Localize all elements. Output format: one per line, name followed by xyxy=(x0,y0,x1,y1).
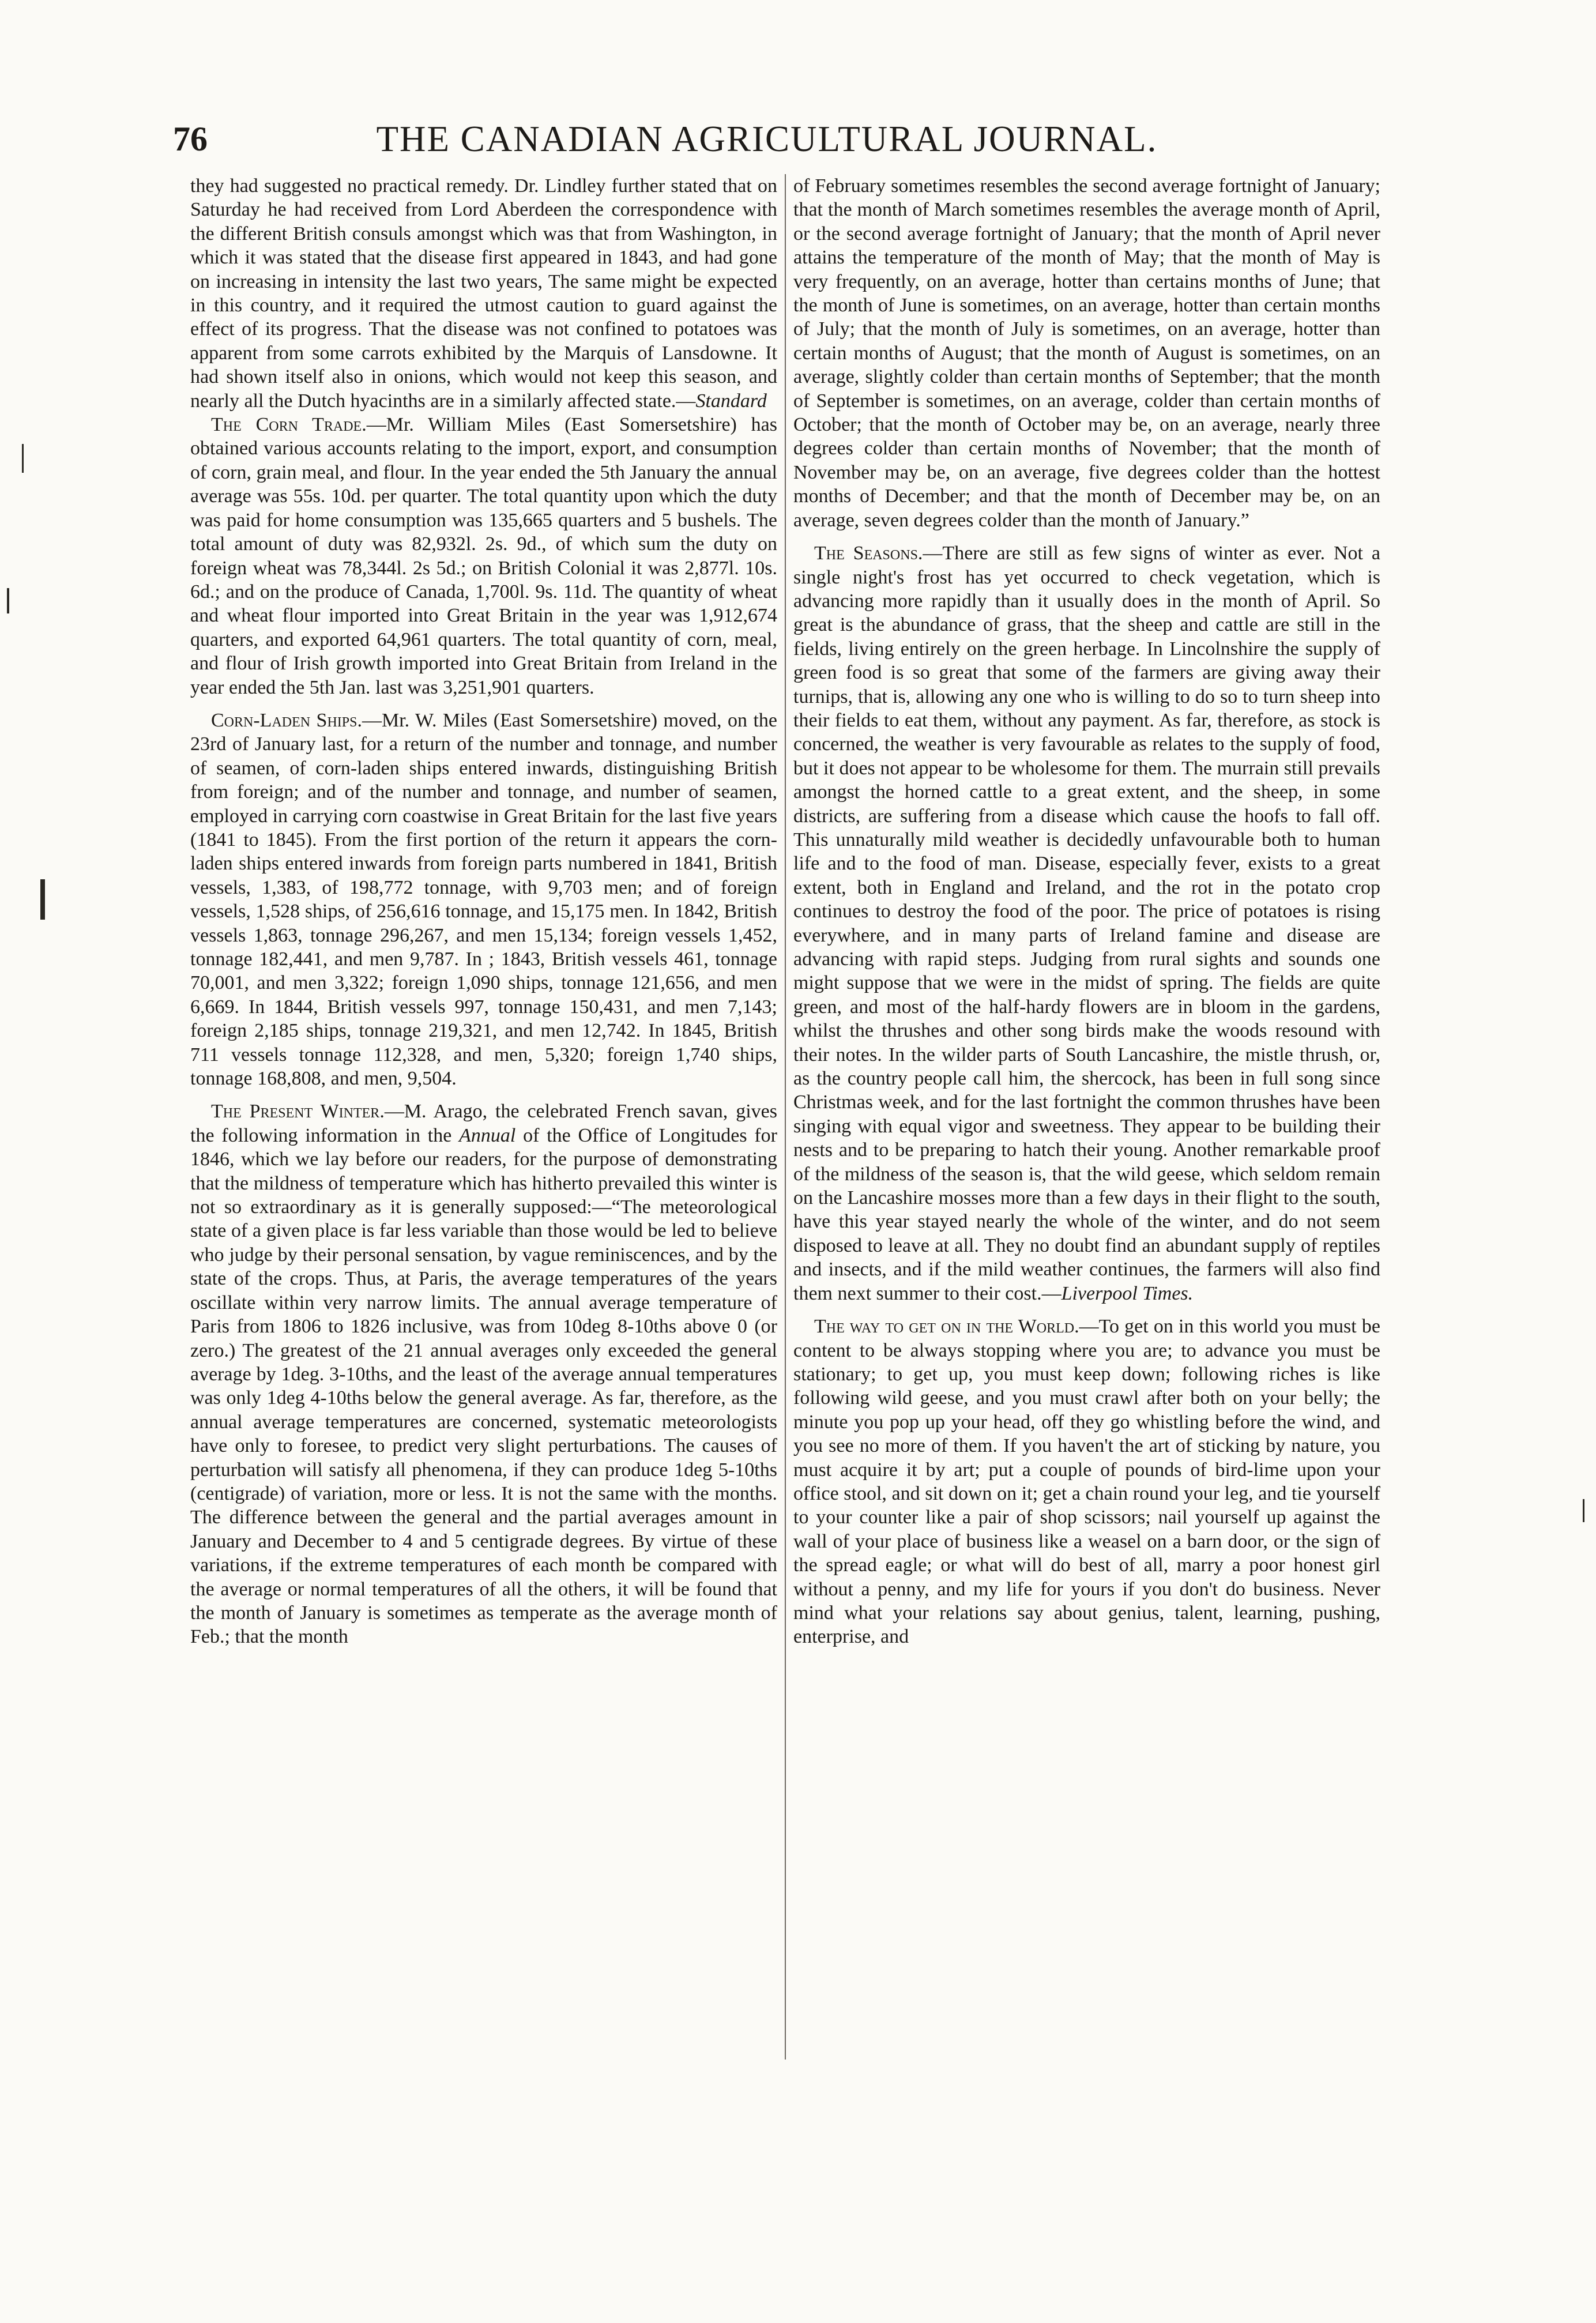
article-text: —There are still as few signs of winter as ever. Not a single night's frost has yet occurred to check vegetation, which is advancing more rapidly than it usually does in the month of April. So great is the abundance of grass, that the sheep and cattle are still in the fields, living entirely on the green herbage. In Lincolnshire the supply of green food is so great that some of the farmers are giving away their turnips, that is, allowing any one who is willing to do so to turn sheep into their fields to eat them, without any payment. As far, therefore, as stock is concerned, the weather is very favourable as relates to the supply of food, but it does not appear to be wholesome for them. The murrain still prevails amongst the horned cattle to a great extent, and the sheep, in some districts, are suffering from a disease which cause the hoofs to fall off. This unnaturally mild weather is decidedly unfavourable both to human life and to the food of man. Disease, especially fever, exists to a great extent, both in England and Ireland, and the rot in the potato crop continues to destroy the food of the poor. The price of potatoes is rising everywhere, and in many parts of Ireland famine and disease are advancing with rapid steps. Judging from rural sights and sounds one might suppose that we were in the midst of spring. The fields are quite green, and most of the half-hardy flowers are in bloom in the gardens, whilst the thrushes and other song birds make the woods resound with their notes. In the wilder parts of South Lancashire, the mistle thrush, or, as the country people call him, the shercock, has been in full song since Christmas week, and for the last fortnight the common thrushes have been singing with equal vigor and sweetness. They appear to be building their nests and to be preparing to hatch their young. Another remarkable proof of the mildness of the season is, that the wild geese, which seldom remain on the Lancashire mosses more than a few days in their flight to the south, have this year stayed nearly the whole of the winter, and do not seem disposed to leave at all. They no doubt find an abundant supply of reptiles and insects, and if the mild weather continues, the farmers will also find them next summer to their cost.— xyxy=(793,543,1380,1304)
article-corn-trade xyxy=(190,413,777,699)
article-heading: The Corn Trade. xyxy=(211,414,367,436)
margin-mark xyxy=(1583,1499,1584,1522)
article-corn-laden-ships xyxy=(190,709,777,1091)
margin-mark xyxy=(22,444,24,473)
article-present-winter xyxy=(190,1100,777,1648)
journal-title: THE CANADIAN AGRICULTURAL JOURNAL. xyxy=(376,119,1158,159)
margin-mark xyxy=(7,588,9,613)
article-text: —Mr. W. Miles (East Somersetshire) moved, on the 23rd of January last, for a return of the number and tonnage, and number of seamen, of corn-laden ships entered inwards, distinguishing British from foreign; and of the number and tonnage, and number of seamen, employed in carrying corn coastwise in Great Britain for the last five years (1841 to 1845). From the first portion of the return it appears the corn-laden ships entered inwards from foreign parts numbered in 1841, British vessels, 1,383, of 198,772 tonnage, with 9,703 men; and of foreign vessels, 1,528 ships, of 256,616 tonnage, and 15,175 men. In 1842, British vessels 1,863, tonnage 296,267, and men 15,134; foreign vessels 1,452, tonnage 182,441, and men 9,787. In ; 1843, British vessels 461, tonnage 70,001, and men 3,322; foreign 1,090 ships, tonnage 121,656, and men 6,669. In 1844, British vessels 997, tonnage 150,431, and men 7,143; foreign 2,185 ships, tonnage 219,321, and men 12,742. In 1845, British 711 vessels tonnage 112,328, and men, 5,320; foreign 1,740 ships, tonnage 168,808, and men, 9,504. xyxy=(190,709,777,1090)
article-seasons xyxy=(793,541,1380,1305)
article-heading: The way to get on in the World. xyxy=(814,1316,1079,1338)
column-divider xyxy=(785,174,786,2060)
article-getting-on xyxy=(793,1315,1380,1649)
article-text: of the Office of Longitudes for 1846, which we lay before our readers, for the purpose of demonstrating that the mildness of temperature which has hitherto prevailed this winter is not so extraordinary as it is generally supposed:—“The meteorological state of a given place is far less variable than those would be led to believe who judge by their personal sensation, by vague reminiscences, and by the state of the crops. Thus, at Paris, the average temperatures of the years oscillate within very narrow limits. The annual average temperature of Paris from 1806 to 1826 inclusive, was from 10deg 8-10ths above 0 (or zero.) The greatest of the 21 annual averages only exceeded the general average by 1deg. 3-10ths, and the least of the average annual temperatures was only 1deg 4-10ths below the general average. As far, therefore, as the annual average temperatures are concerned, systematic meteorologists have only to foresee, to predict very slight perturbations. The causes of perturbation will satisfy all phenomena, if they can produce 1deg 5-10ths (centigrade) of variation, more or less. It is not the same with the months. The difference between the general and the partial averages amount in January and December to 4 and 5 centigrade degrees. By virtue of these variations, if the extreme temperatures of each month be compared with the average or normal temperatures of all the others, it will be found that the month of January is sometimes as temperate as the average month of Feb.; that the month xyxy=(190,1124,777,1648)
article-text: —Mr. William Miles (East Somersetshire) has obtained various accounts relating to the import, export, and consumption of corn, grain meal, and flour. In the year ended the 5th January the annual average was 55s. 10d. per quarter. The total quantity upon which the duty was paid for home consumption was 135,665 quarters and 5 bushels. The total amount of duty was 82,932l. 2s. 9d., of which sum the duty on foreign wheat was 78,344l. 2s 5d.; on British Colonial it was 2,877l. 10s. 6d.; and on the produce of Canada, 1,700l. 9s. 11d. The quantity of wheat and wheat flour imported into Great Britain in the year was 1,912,674 quarters, and exported 64,961 quarters. The total quantity of corn, meal, and flour of Irish growth imported into Great Britain from Ireland in the year ended the 5th Jan. last was 3,251,901 quarters. xyxy=(190,414,777,698)
page-header xyxy=(173,113,1361,165)
right-column xyxy=(793,174,1380,1649)
article-text: —To get on in this world you must be content to be always stopping where you are; to advance you must be stationary; to get up, you must keep down; following riches is like following wild geese, and you must crawl after both on your belly; the minute you pop up your head, off they go whistling before the wind, and you see no more of them. If you haven't the art of sticking by nature, you must acquire it by art; put a couple of pounds of bird-lime upon your office stool, and sit down on it; get a chain round your leg, and tie yourself to your counter like a pair of shop scissors; nail yourself up against the wall of your place of business like a weasel on a barn door, or the sign of the spread eagle; or what will do best of all, marry a poor honest girl without a penny, and my life for yours if you don't do business. Never mind what your relations say about genius, talent, learning, pushing, enterprise, and xyxy=(793,1316,1380,1648)
article-continuation xyxy=(190,174,777,413)
margin-mark xyxy=(40,879,45,920)
source-credit: Liverpool Times. xyxy=(1061,1282,1194,1304)
italic-term: Annual xyxy=(459,1124,516,1146)
source-credit: Standard xyxy=(695,390,767,412)
left-column xyxy=(190,174,777,1649)
article-heading: The Present Winter. xyxy=(211,1101,385,1123)
article-continuation xyxy=(793,174,1380,532)
article-text: —M. Arago, the celebrated French savan, gives the following information in the xyxy=(190,1101,778,1146)
article-heading: The Seasons. xyxy=(814,543,923,564)
article-text: of February sometimes resembles the second average fortnight of January; that the month of March sometimes resembles the average month of April, or the second average fortnight of January; that the month of April never attains the temperature of the month of May; that the month of May is very frequently, on an average, hotter than certains months of June; that the month of June is sometimes, on an average, hotter than certain months of July; that the month of July is sometimes, on an average, hotter than certain months of August; that the month of August is sometimes, on an average, slightly colder than certain months of September; that the month of September is sometimes, on an average, colder than certain months of October; that the month of October may be, on an average, nearly three degrees colder than certain months of November; that the month of November may be, on an average, five degrees colder than the hottest months of December; and that the month of December may be, on an average, seven degrees colder than the month of January.” xyxy=(793,175,1380,531)
page-number: 76 xyxy=(173,120,208,158)
article-text: they had suggested no practical remedy. Dr. Lindley further stated that on Saturday he had received from Lord Aberdeen the correspondence with the different British consuls amongst which was that from Washington, in which it was stated that the disease first appeared in 1843, and had gone on increasing in intensity the last two years, The same might be expected in this country, and it required the utmost caution to guard against the effect of its progress. That the disease was not confined to potatoes was apparent from some carrots exhibited by the Marquis of Lansdowne. It had shown itself also in onions, which would not keep this season, and nearly all the Dutch hyacinths are in a similarly affected state.— xyxy=(190,175,777,412)
article-heading: Corn-Laden Ships. xyxy=(211,709,362,731)
